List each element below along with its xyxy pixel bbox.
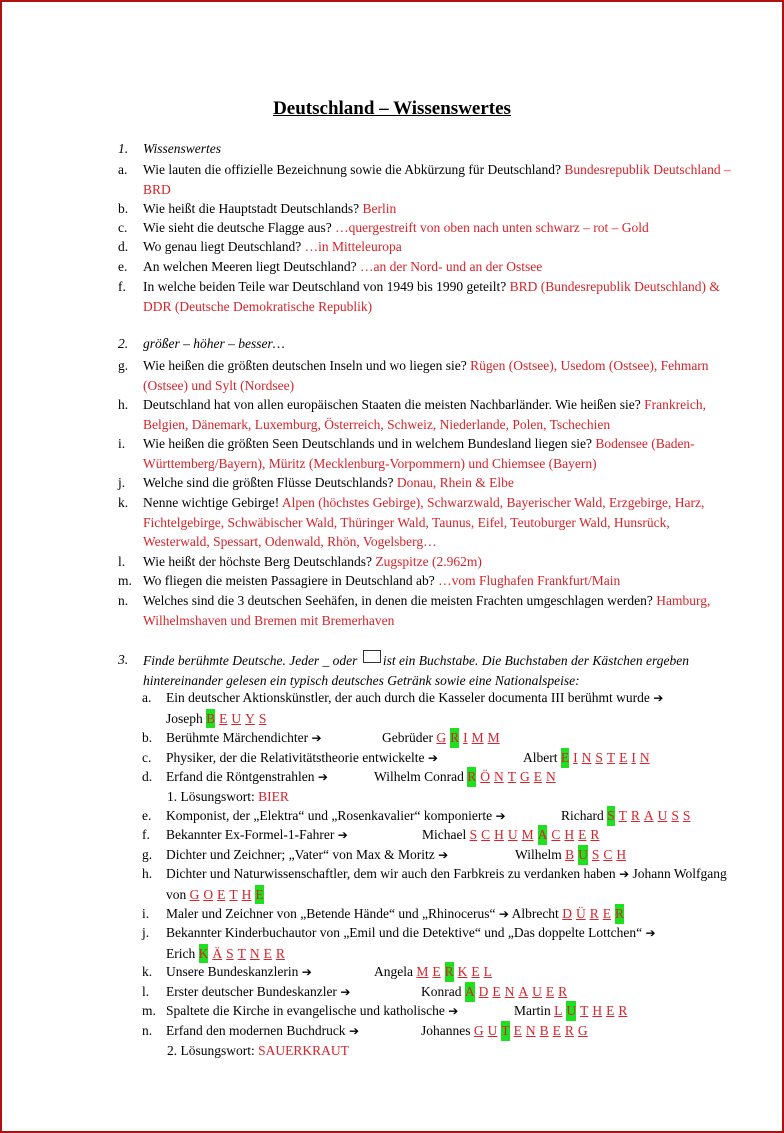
arrow-icon: ➔ [340,985,351,999]
letter-blank: N [504,984,515,999]
letter-blank: R [590,827,600,842]
letter-blank: E [263,945,272,961]
question-text: Erfand den modernen Buchdruck [166,1023,349,1038]
answer-text: Frankreich, Belgien, Dänemark, Luxemburg, Österreich, Schweiz, Niederlande, Polen, Tschechien [143,397,707,432]
question-text: Spaltete die Kirche in evangelische und katholische [166,1003,449,1018]
arrow-icon: ➔ [311,731,322,745]
letter-blank: E [217,886,226,902]
item-text [166,864,742,904]
letter-blank: U [657,808,668,823]
item-label: a. [142,690,152,705]
name-line [421,982,571,1002]
letter-blank: G [577,1023,588,1038]
solution-line [167,787,767,807]
letter-blank: M [521,827,534,842]
question-text: Ein deutscher Aktionskünstler, der auch durch die Kasseler documenta III berühmt wurde [166,690,654,705]
letter-blank: E [578,827,587,842]
letter-blank: G [189,886,200,902]
name-line [422,825,603,845]
famous-name [374,769,560,784]
answer-text: …in Mitteleuropa [304,239,402,254]
letter-blank: Y [245,710,255,726]
letter-blank: S [226,945,234,961]
letter-blank: H [616,847,627,862]
letter-blank: E [619,750,628,765]
answer-text: BRD (Bundesrepublik Deutschland) & DDR (Deutsche Demokratische Republik) [143,279,720,314]
answer-text: Bodensee (Baden-Württemberg/Bayern), Müritz (Mecklenburg-Vorpommern) und Chiemsee (Bayern) [143,436,695,471]
question-item [118,493,738,552]
item-text [143,356,738,395]
answer-text: Berlin [362,201,397,216]
name-line [514,1001,631,1021]
letter-blank: Ü [575,906,586,921]
letter-box: T [501,1021,509,1041]
letter-blank: H [564,827,575,842]
question-item [118,199,738,219]
letter-blank: L [483,964,492,979]
name-line [421,1021,592,1041]
item-text [143,395,738,434]
arrow-icon: ➔ [495,809,506,823]
question-text: Wie heißen die größten Seen Deutschlands und in welchem Bundesland liegen sie? [143,436,596,451]
arrow-icon: ➔ [653,691,664,705]
question-item [118,237,738,257]
item-label: b. [118,201,129,216]
question-text: Erster deutscher Bundeskanzler [166,984,341,999]
famous-name [523,750,654,765]
item-text [166,688,742,728]
answer-text: Donau, Rhein & Elbe [396,475,514,490]
letter-blank: G [473,1023,484,1038]
item-text [143,493,738,552]
answer-text: Rügen (Ostsee), Usedom (Ostsee), Fehmarn (Ostsee) und Sylt (Nordsee) [143,358,709,393]
letter-blank: E [471,964,480,979]
quiz-item [142,923,742,963]
solution-num: 2. [167,1043,178,1058]
box-icon [363,650,381,663]
letter-blank: E [552,1023,561,1038]
first-name: Angela [374,964,413,979]
first-name: Wilhelm [515,847,562,862]
question-text: Wie heißt der höchste Berg Deutschlands? [143,554,376,569]
item-text [143,571,738,591]
quiz-item [142,904,742,925]
letter-blank: G [436,730,447,745]
first-name: Richard [561,808,604,823]
item-text [143,257,738,277]
famous-name [421,1023,592,1038]
famous-name [515,847,630,862]
first-name: Joseph [166,710,203,726]
question-text: Wo genau liegt Deutschland? [143,239,305,254]
question-item [118,552,738,572]
question-item [118,473,738,493]
item-label: g. [118,358,129,373]
question-text: Physiker, der die Relativitätstheorie entwickelte [166,750,428,765]
question-text: Wie heißt die Hauptstadt Deutschlands? [143,201,363,216]
question-text: Unsere Bundeskanzlerin [166,964,302,979]
first-name: Martin [514,1003,551,1018]
question-text: Bekannter Ex-Formel-1-Fahrer [166,827,338,842]
arrow-icon: ➔ [348,1024,359,1038]
letter-blank: R [564,1023,574,1038]
answer-text: Zugspitze (2.962m) [375,554,482,569]
famous-name [374,964,496,979]
first-name: Albrecht [511,906,559,921]
letter-blank: N [525,1023,536,1038]
quiz-item [142,688,742,728]
item-label: f. [142,827,150,842]
arrow-icon: ➔ [645,926,656,940]
first-name: Johannes [421,1023,471,1038]
letter-blank: T [606,750,616,765]
letter-blank: G [519,769,530,784]
letter-blank: E [432,964,441,979]
question-text: Deutschland hat von allen europäischen Staaten die meisten Nachbarländer. Wie heißen sie? [143,397,645,412]
question-text: Bekannter Kinderbuchautor von „Emil und die Detektive“ und „Das doppelte Lottchen“ [166,925,646,940]
quiz-item [142,864,742,904]
item-label: l. [142,984,150,999]
letter-box: R [615,904,624,924]
question-item [118,571,738,591]
first-name: Konrad [421,984,462,999]
question-text: Nenne wichtige Gebirge! [143,495,282,510]
letter-blank: R [275,945,285,961]
letter-box: A [538,825,548,845]
question-item [118,356,738,395]
letter-blank: O [203,886,214,902]
arrow-icon: ➔ [498,907,509,921]
item-text [166,748,742,769]
famous-name [166,944,742,964]
letter-blank: I [463,730,468,745]
letter-blank: S [469,827,478,842]
letter-blank: B [565,847,575,862]
answer-text: Bundesrepublik Deutschland – BRD [143,162,731,197]
letter-box: E [561,748,569,768]
arrow-icon: ➔ [619,867,630,881]
item-label: e. [118,259,128,274]
item-label: k. [118,495,129,510]
question-text: Erfand die Röntgenstrahlen [166,769,318,784]
letter-box: S [607,806,615,826]
answer-text: Hamburg, Wilhelmshaven und Bremen mit Bremerhaven [143,593,711,628]
item-text [143,237,738,257]
item-text [143,199,738,219]
item-text [143,434,738,473]
letter-blank: Ä [212,945,223,961]
arrow-icon: ➔ [337,828,348,842]
item-label: l. [118,554,126,569]
question-text: Komponist, der „Elektra“ und „Rosenkavalier“ komponierte [166,808,496,823]
letter-blank: S [258,710,267,726]
name-line [515,845,630,865]
letter-blank: E [545,984,555,999]
item-text [143,552,738,572]
letter-blank: N [545,769,556,784]
section-3-intro: 3. Finde berühmte Deutsche. Jeder _ oder ist ein Buchstabe. Die Buchstaben der Kästchen ergeben hintereinander gelesen ein typisch deutsches Getränk sowie eine Nationalspeise: [118,652,689,688]
letter-box: B [206,709,215,729]
item-text [143,277,738,316]
item-text [143,473,738,493]
letter-blank: E [492,984,501,999]
question-text: Wo fliegen die meisten Passagiere in Deutschland ab? [143,573,439,588]
item-label: h. [118,397,129,412]
letter-box: U [578,845,588,865]
letter-blank: U [507,827,518,842]
solution-value: SAUERKRAUT [258,1043,349,1058]
famous-name [382,730,504,745]
question-text: An welchen Meeren liegt Deutschland? [143,259,361,274]
name-line [561,806,694,826]
letter-blank: D [478,984,489,999]
solution-label: Lösungswort: [180,1043,255,1058]
letter-blank: A [518,984,529,999]
question-text: Wie lauten die offizielle Bezeichnung sowie die Abkürzung für Deutschland? [143,162,565,177]
question-text: Wie sieht die deutsche Flagge aus? [143,220,336,235]
item-label: i. [142,906,150,921]
letter-blank: A [643,808,654,823]
letter-blank: T [580,1003,589,1018]
letter-blank: E [533,769,542,784]
letter-blank: U [487,1023,498,1038]
letter-blank: S [591,847,600,862]
quiz-item [142,1001,742,1022]
question-text: Maler und Zeichner von „Betende Hände“ und „Rhinocerus“ [166,906,499,921]
question-item [118,434,738,473]
answer-text: …an der Nord- und an der Ostsee [360,259,543,274]
item-label: i. [118,436,126,451]
question-text: Dichter und Naturwissenschaftler, dem wir auch den Farbkreis zu verdanken haben [166,866,620,881]
letter-blank: I [573,750,578,765]
letter-blank: D [562,906,572,921]
letter-blank: H [494,827,504,842]
item-label: k. [142,964,153,979]
letter-blank: U [231,710,242,726]
solution-label: Lösungswort: [180,789,255,804]
letter-blank: B [539,1023,549,1038]
letter-blank: L [554,1003,563,1018]
item-label: f. [118,279,126,294]
letter-blank: E [602,906,611,921]
item-text [166,923,742,963]
letter-blank: T [237,945,246,961]
letter-blank: K [457,964,468,979]
letter-blank: T [507,769,516,784]
solution-line [167,1041,767,1061]
letter-blank: H [592,1003,603,1018]
solution-value: BIER [258,789,289,804]
section-1-heading: 1. Wissenswertes [118,141,222,156]
letter-box: R [450,728,459,748]
item-text [166,1001,742,1022]
letter-box: A [465,982,475,1002]
letter-blank: N [581,750,592,765]
question-item [118,218,738,238]
item-label: d. [118,239,129,254]
letter-blank: E [219,710,228,726]
question-text: Dichter und Zeichner; „Vater“ von Max & Moritz [166,847,439,862]
item-text [166,845,742,866]
first-name: Albert [523,750,558,765]
quiz-item [142,845,742,866]
letter-blank: E [513,1023,522,1038]
name-line [374,962,496,982]
name-line [523,748,654,768]
item-label: j. [142,925,150,940]
letter-blank: Ö [480,769,490,784]
question-text: In welche beiden Teile war Deutschland von 1949 bis 1990 geteilt? [143,279,510,294]
name-line [374,767,560,787]
item-label: a. [118,162,128,177]
letter-blank: C [481,827,491,842]
item-text [143,218,738,238]
item-label: c. [142,750,152,765]
item-label: c. [118,220,128,235]
arrow-icon: ➔ [317,770,328,784]
question-text: Welches sind die 3 deutschen Seehäfen, in denen die meisten Frachten umgeschlagen werden? [143,593,657,608]
item-label: m. [142,1003,156,1018]
letter-blank: H [241,886,252,902]
letter-box: E [255,885,263,905]
letter-box: U [566,1001,576,1021]
item-label: b. [142,730,153,745]
letter-blank: I [631,750,636,765]
question-item [118,277,738,316]
arrow-icon: ➔ [438,848,449,862]
letter-blank: S [682,808,691,823]
letter-blank: M [471,730,484,745]
item-label: g. [142,847,153,862]
first-name: Wilhelm Conrad [374,769,464,784]
famous-name [561,808,694,823]
question-text: Welche sind die größten Flüsse Deutschlands? [143,475,397,490]
letter-blank: M [416,964,429,979]
item-text [143,160,738,199]
question-item [118,395,738,434]
letter-blank: N [249,945,260,961]
letter-blank: U [532,984,542,999]
letter-box: K [199,944,209,964]
item-text [166,904,742,925]
section-2-heading: 2. größer – höher – besser… [118,336,285,351]
letter-blank: C [603,847,613,862]
famous-name [512,906,628,921]
arrow-icon: ➔ [427,751,438,765]
letter-blank: T [229,886,238,902]
letter-blank: S [671,808,679,823]
famous-name [166,709,742,729]
item-label: n. [142,1023,153,1038]
first-name: Johann Wolfgang von [166,866,727,902]
item-label: h. [142,866,153,881]
famous-name [514,1003,631,1018]
answer-text: Alpen (höchstes Gebirge), Schwarzwald, Bayerischer Wald, Erzgebirge, Harz, Fichtelgebirge, Schwäbischer Wald, Thüringer Wald, Taunus, Eifel, Teutoburger Wald, Hunsrück, Westerwald, Spessart, Odenwald, Rhön, Vogelsberg… [143,495,705,549]
item-label: j. [118,475,126,490]
item-label: m. [118,573,132,588]
name-line [382,728,504,748]
famous-name [422,827,603,842]
item-label: d. [142,769,153,784]
letter-box: R [467,767,476,787]
famous-name [421,984,571,999]
letter-blank: R [630,808,640,823]
item-text [143,591,738,630]
letter-blank: R [558,984,568,999]
letter-blank: C [551,827,561,842]
first-name: Michael [422,827,467,842]
letter-blank: T [618,808,627,823]
item-label: n. [118,593,129,608]
letter-blank: S [595,750,603,765]
arrow-icon: ➔ [301,965,312,979]
answer-text: …quergestreift von oben nach unten schwarz – rot – Gold [335,220,649,235]
letter-blank: M [487,730,500,745]
page-title: Deutschland – Wissenswertes [273,98,511,119]
arrow-icon: ➔ [448,1004,459,1018]
answer-text: …vom Flughafen Frankfurt/Main [438,573,621,588]
letter-box: R [445,962,454,982]
question-text: Berühmte Märchendichter [166,730,312,745]
letter-blank: R [618,1003,628,1018]
letter-blank: N [493,769,504,784]
first-name: Gebrüder [382,730,433,745]
question-text: Wie heißen die größten deutschen Inseln und wo liegen sie? [143,358,471,373]
letter-blank: E [606,1003,615,1018]
question-item [118,591,738,630]
question-item [118,257,738,277]
letter-blank: R [589,906,599,921]
item-label: e. [142,808,152,823]
first-name: Erich [166,945,196,961]
question-item [118,160,738,199]
solution-num: 1. [167,789,178,804]
letter-blank: N [639,750,650,765]
